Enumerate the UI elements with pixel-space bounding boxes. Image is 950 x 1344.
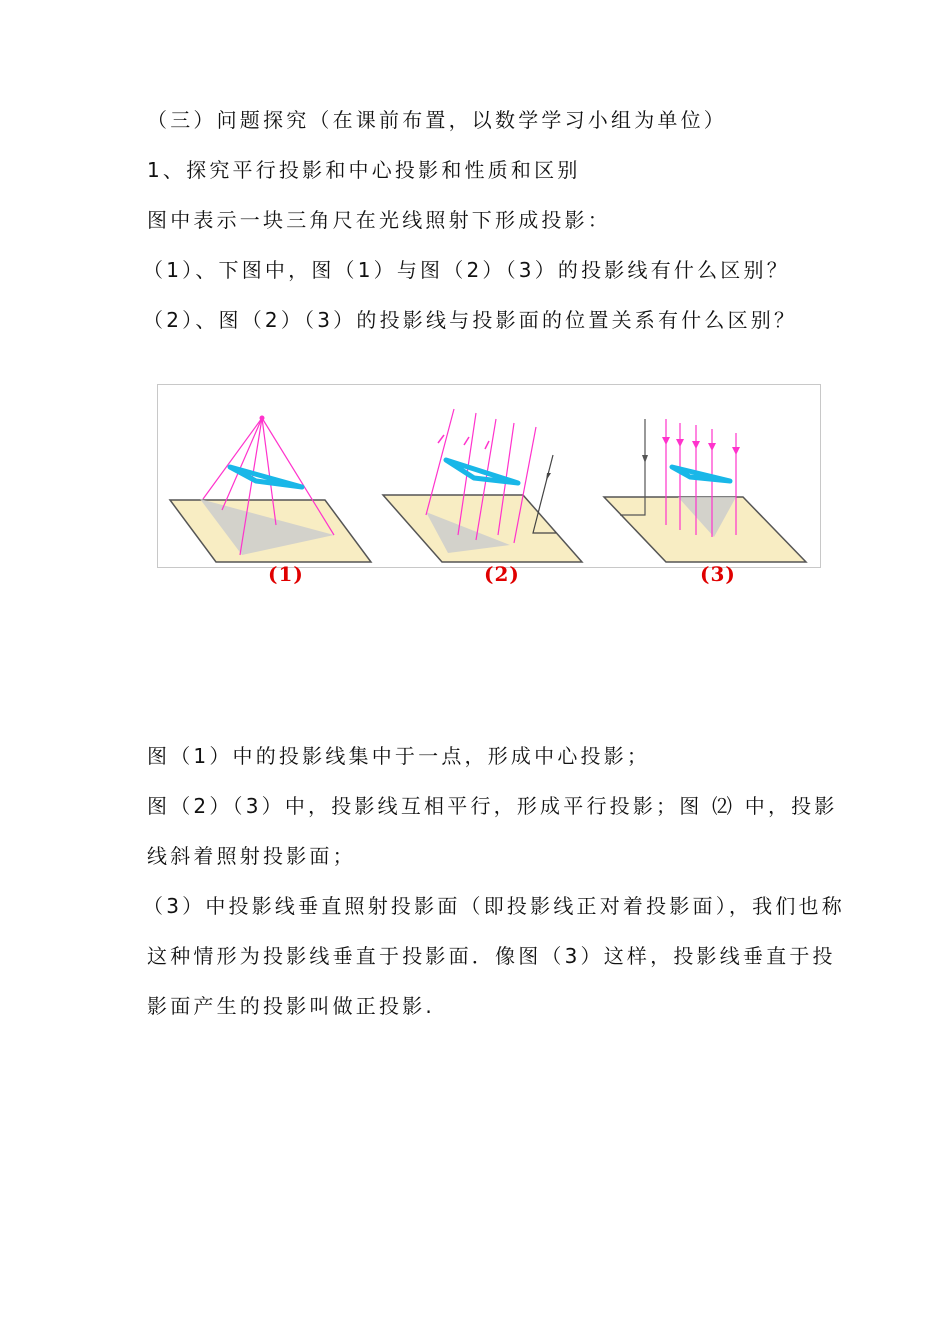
section-heading: （三）问题探究（在课前布置，以数学学习小组为单位）: [147, 108, 727, 132]
projection-diagram: [158, 385, 822, 569]
question-1: （1）、下图中，图（1）与图（2）（3）的投影线有什么区别？: [143, 258, 790, 282]
intro-text: 图中表示一块三角尺在光线照射下形成投影：: [147, 208, 611, 232]
answer-paragraph-2-line-1: 图（2）（3）中，投影线互相平行，形成平行投影；图 ⑵ 中，投影: [147, 794, 838, 818]
plane-2: [383, 495, 582, 562]
caption-2: (2): [484, 562, 520, 586]
caption-3: (3): [700, 562, 736, 586]
triangle-3: [672, 467, 730, 481]
answer-paragraph-3-line-2: 这种情形为投影线垂直于投影面．像图（3）这样，投影线垂直于投: [147, 944, 836, 968]
triangle-1: [230, 467, 302, 487]
item-1: 1、探究平行投影和中心投影和性质和区别: [147, 158, 581, 182]
question-2: （2）、图（2）（3）的投影线与投影面的位置关系有什么区别？: [143, 308, 798, 332]
figure-2-oblique-projection: [383, 409, 582, 562]
answer-paragraph-3-line-3: 影面产生的投影叫做正投影.: [147, 994, 435, 1018]
caption-1: (1): [268, 562, 304, 586]
answer-paragraph-3-line-1: （3）中投影线垂直照射投影面（即投影线正对着投影面），我们也称: [143, 894, 845, 918]
figure-1-central-projection: [170, 416, 371, 563]
figure-3-orthogonal-projection: [604, 419, 806, 562]
answer-paragraph-2-line-2: 线斜着照射投影面；: [147, 844, 356, 868]
projection-figure: [157, 384, 821, 568]
answer-paragraph-1: 图（1）中的投影线集中于一点，形成中心投影；: [147, 744, 651, 768]
